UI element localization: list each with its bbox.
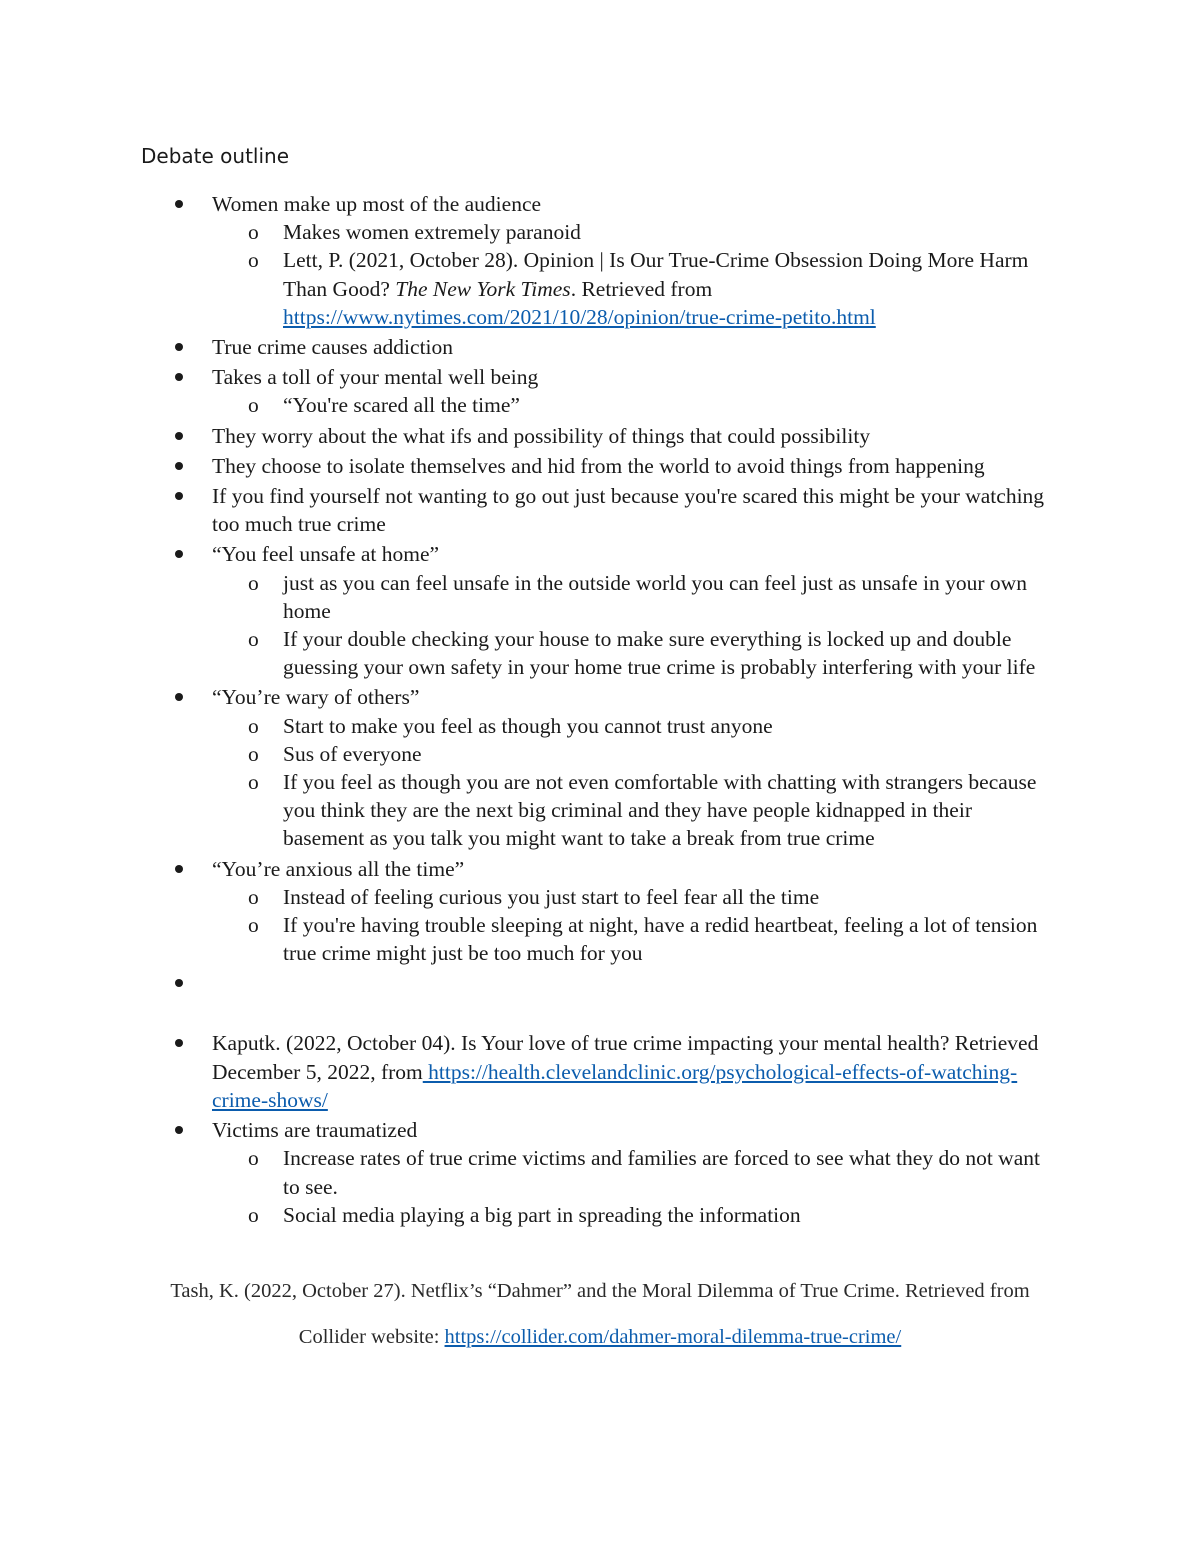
list-item-text: If you find yourself not wanting to go out just because you're scared this might be your watching too much true crime [212, 484, 1045, 537]
circle-bullet-icon: o [248, 1202, 259, 1227]
bullet-icon [175, 373, 183, 381]
list-item [0, 683, 1072, 711]
circle-bullet-icon: o [248, 393, 259, 418]
sub-list-item-text: just as you can feel unsafe in the outside world you can feel just as unsafe in your own home [283, 570, 1027, 623]
circle-bullet-icon: o [248, 913, 259, 938]
list-item [0, 422, 1072, 450]
sub-list-item [0, 391, 1058, 419]
collider-link[interactable]: https://collider.com/dahmer-moral-dilemma-true-crime/ [444, 1326, 902, 1348]
list-item-text: Takes a toll of your mental well being [212, 365, 539, 390]
list-item-text: “You’re wary of others” [212, 685, 420, 710]
bullet-icon [175, 550, 183, 558]
sub-list-item-text: If you're having trouble sleeping at night, have a redid heartbeat, feeling a lot of tension true crime might just be too much for you [283, 913, 1038, 966]
bullet-icon [175, 432, 183, 440]
circle-bullet-icon: o [248, 627, 259, 652]
empty-list-item [0, 969, 1072, 1029]
sub-list-item-text: Makes women extremely paranoid [283, 220, 581, 245]
circle-bullet-icon: o [248, 713, 259, 738]
list-item-text: “You’re anxious all the time” [212, 856, 465, 881]
bullet-icon [175, 1126, 183, 1134]
list-item [0, 452, 1072, 480]
list-item-text: Women make up most of the audience [212, 192, 542, 216]
reference-line-1: Tash, K. (2022, October 27). Netflix’s “Dahmer” and the Moral Dilemma of True Crime. Retrieved from [170, 1280, 1030, 1302]
bullet-icon [175, 979, 183, 987]
sub-list-item [0, 1201, 1058, 1229]
bullet-icon [175, 343, 183, 351]
circle-bullet-icon: o [248, 220, 259, 245]
bullet-icon [175, 492, 183, 500]
circle-bullet-icon: o [248, 884, 259, 909]
sub-list-item-text: If your double checking your house to make sure everything is locked up and double guessing your own safety in your home true crime is probably interfering with your life [283, 627, 1036, 680]
list-item [0, 482, 1072, 538]
bullet-icon [175, 462, 183, 470]
sub-list-item [0, 1144, 1058, 1200]
sub-list-item [0, 883, 1058, 911]
list-item [0, 1029, 1072, 1114]
sub-list-item-text: Increase rates of true crime victims and families are forced to see what they do not want to see. [283, 1146, 1040, 1199]
reference-text: Collider website: [298, 1326, 445, 1348]
circle-bullet-icon: o [248, 741, 259, 766]
list-item-text: They choose to isolate themselves and hid from the world to avoid things from happening [212, 453, 985, 478]
list-item [0, 363, 1072, 391]
circle-bullet-icon: o [248, 1146, 259, 1171]
list-item [0, 1116, 1072, 1144]
list-item [0, 855, 1072, 883]
page-title: Debate outline [141, 144, 290, 168]
sub-list-item [0, 712, 1058, 740]
list-item [0, 190, 1072, 218]
sub-list-item-text: If you feel as though you are not even comfortable with chatting with strangers because you think they are the next big criminal and they have people kidnapped in their basement as you talk you might want to take a break from true crime [283, 770, 1037, 851]
outline-list [0, 190, 1200, 1229]
citation-text: Kaputk. (2022, October 04). Is Your love of true crime impacting your mental health? Retrieved December 5, 2022, from [212, 1031, 1039, 1084]
sub-list-item [0, 218, 1058, 246]
list-item-text: Victims are traumatized [212, 1118, 418, 1143]
sub-list-item [0, 625, 1058, 681]
sub-list-item-text: Sus of everyone [283, 741, 422, 766]
list-item-text: True crime causes addiction [212, 335, 454, 360]
list-item [0, 333, 1072, 361]
clevelandclinic-link[interactable]: https://health.clevelandclinic.org/psychological-effects-of-watching-crime-shows/ [212, 1059, 1018, 1112]
citation-text: . Retrieved from [570, 276, 713, 301]
sub-list-item [0, 569, 1058, 625]
circle-bullet-icon: o [248, 570, 259, 595]
bullet-icon [175, 200, 183, 208]
circle-bullet-icon: o [248, 770, 259, 795]
citation-source: The New York Times [395, 276, 571, 301]
reference-line-2 [0, 1324, 1200, 1351]
nytimes-link[interactable]: https://www.nytimes.com/2021/10/28/opinion/true-crime-petito.html [283, 304, 876, 329]
sub-list-item-text: “You're scared all the time” [283, 393, 520, 418]
bullet-icon [175, 693, 183, 701]
sub-list-item [0, 911, 1058, 967]
sub-list-item [0, 768, 1058, 853]
reference-citation [0, 1278, 1200, 1351]
citation-text: Lett, P. (2021, October 28). Opinion | Is Our True-Crime Obsession Doing More Harm Than Good? [283, 248, 1029, 301]
list-item-text: They worry about the what ifs and possibility of things that could possibility [212, 423, 871, 448]
sub-list-item-text: Start to make you feel as though you cannot trust anyone [283, 713, 773, 738]
list-item-text: “You feel unsafe at home” [212, 542, 440, 567]
sub-list-item [0, 246, 1058, 331]
sub-list-item [0, 740, 1058, 768]
bullet-icon [175, 1039, 183, 1047]
bullet-icon [175, 865, 183, 873]
list-item [0, 540, 1072, 568]
circle-bullet-icon: o [248, 248, 259, 273]
sub-list-item-text: Social media playing a big part in spreading the information [283, 1202, 801, 1227]
sub-list-item-text: Instead of feeling curious you just start to feel fear all the time [283, 884, 820, 909]
